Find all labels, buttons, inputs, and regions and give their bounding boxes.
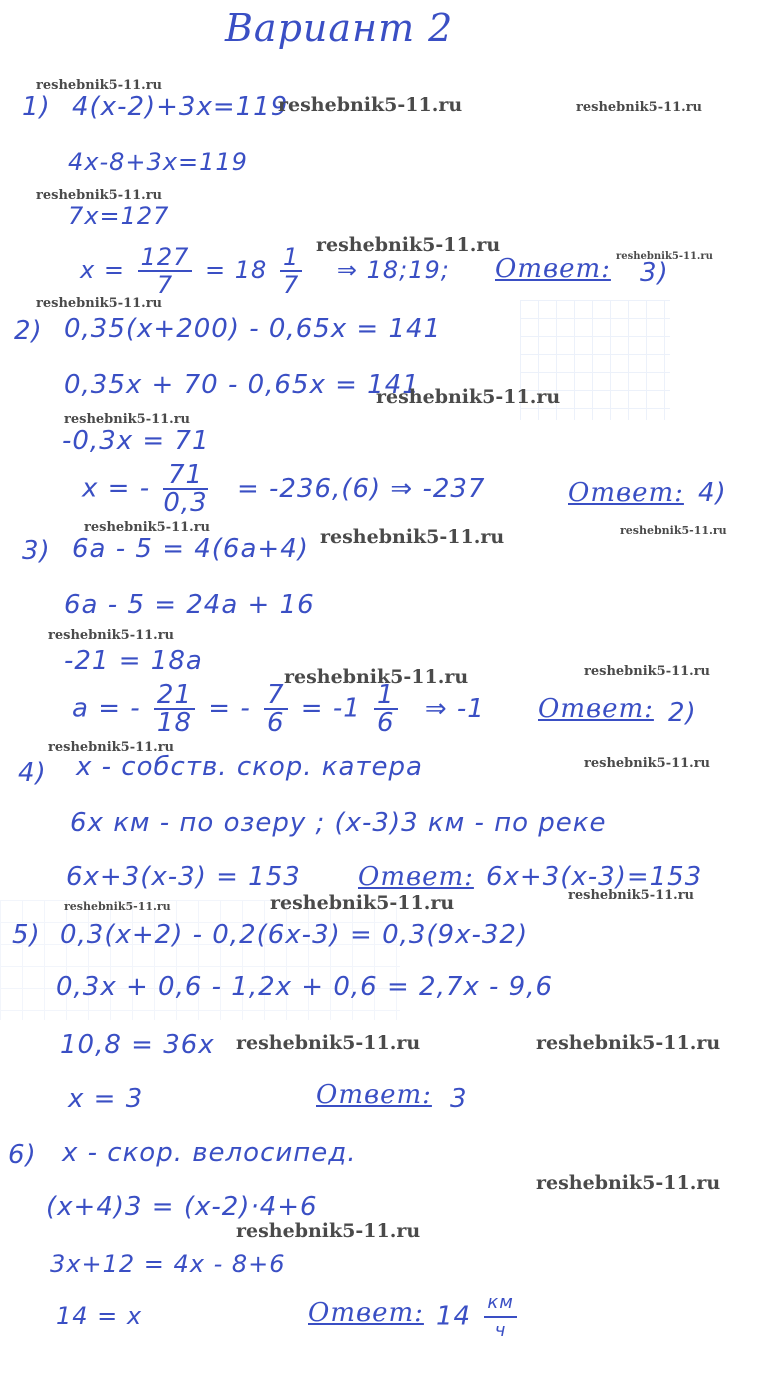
equation-line: 10,8 = 36x [60, 1030, 215, 1060]
fraction-line [72, 682, 485, 736]
fraction-prefix: = - [208, 693, 251, 724]
watermark: reshebnik5-11.ru [36, 188, 163, 203]
result-tail: = -236,(6) ⇒ -237 [236, 473, 486, 504]
problem-number: 3) [22, 536, 51, 566]
watermark: reshebnik5-11.ru [84, 520, 211, 535]
problem-number: 6) [8, 1140, 37, 1170]
equation-line: x = 3 [68, 1084, 144, 1114]
problem-number: 5) [12, 920, 41, 950]
fraction-prefix: x = - [82, 473, 151, 504]
fraction-prefix: x = [80, 256, 125, 284]
mixed-fraction [374, 682, 398, 736]
unit-fraction [484, 1290, 516, 1344]
watermark: reshebnik5-11.ru [48, 740, 175, 755]
fraction [264, 682, 288, 736]
answer-value: 2) [668, 698, 697, 728]
watermark: reshebnik5-11.ru [278, 94, 463, 116]
watermark: reshebnik5-11.ru [64, 412, 191, 427]
watermark: reshebnik5-11.ru [576, 100, 703, 115]
equation-line: 6a - 5 = 24a + 16 [64, 590, 315, 620]
equation-line: 0,35(x+200) - 0,65x = 141 [64, 314, 442, 344]
problem-number: 1) [22, 92, 51, 122]
equation-line: 6x+3(x-3) = 153 [66, 862, 301, 892]
watermark: reshebnik5-11.ru [616, 251, 713, 262]
numerator: 1 [280, 244, 302, 272]
mixed-prefix: = -1 [300, 693, 361, 724]
result-tail: ⇒ -1 [424, 693, 485, 724]
equation-line: x - собств. скор. катера [76, 752, 423, 782]
answer-label: Ответ: [568, 478, 684, 508]
watermark: reshebnik5-11.ru [36, 78, 163, 93]
equation-line: 0,35x + 70 - 0,65x = 141 [64, 370, 420, 400]
denominator: 7 [282, 271, 300, 299]
equation-line: 0,3(x+2) - 0,2(6x-3) = 0,3(9x-32) [60, 920, 529, 950]
result-tail: ⇒ 18;19; [336, 256, 450, 284]
watermark: reshebnik5-11.ru [48, 628, 175, 643]
mixed-fraction [280, 244, 302, 298]
equation-line: 0,3x + 0,6 - 1,2x + 0,6 = 2,7x - 9,6 [56, 972, 554, 1002]
denominator: 7 [156, 271, 174, 299]
equation-line: 14 = x [56, 1302, 143, 1330]
denominator: 6 [377, 708, 395, 738]
answer-number: 14 [436, 1301, 472, 1332]
denominator: 18 [156, 708, 192, 738]
equation-line: 3x+12 = 4x - 8+6 [50, 1250, 286, 1278]
numerator: 21 [154, 682, 195, 710]
watermark: reshebnik5-11.ru [236, 1220, 421, 1242]
watermark: reshebnik5-11.ru [316, 234, 501, 256]
watermark: reshebnik5-11.ru [320, 526, 505, 548]
numerator: 7 [264, 682, 288, 710]
watermark: reshebnik5-11.ru [568, 888, 695, 903]
answer-label: Ответ: [495, 254, 611, 284]
watermark: reshebnik5-11.ru [620, 524, 727, 537]
equation-line: 6x км - по озеру ; (x-3)3 км - по реке [70, 808, 607, 838]
equation-line: -0,3x = 71 [62, 426, 210, 456]
watermark: reshebnik5-11.ru [584, 664, 711, 679]
fraction [138, 244, 193, 298]
fraction [154, 682, 195, 736]
watermark: reshebnik5-11.ru [536, 1172, 721, 1194]
fraction-line [82, 462, 485, 516]
numerator: 1 [374, 682, 398, 710]
fraction-suffix: = 18 [205, 256, 268, 284]
unit-denominator: ч [494, 1320, 507, 1341]
numerator: 127 [138, 244, 193, 272]
equation-line: (x+4)3 = (x-2)·4+6 [46, 1192, 318, 1222]
denominator: 6 [266, 708, 285, 738]
equation-line: 4x-8+3x=119 [68, 148, 248, 176]
answer-label: Ответ: [316, 1080, 432, 1110]
fraction-prefix: a = - [72, 693, 141, 724]
equation-line: 4(x-2)+3x=119 [72, 92, 289, 122]
answer-value: 3) [640, 258, 669, 288]
background-grid [0, 900, 400, 1020]
watermark: reshebnik5-11.ru [584, 756, 711, 771]
numerator: 71 [163, 462, 207, 490]
answer-value: 4) [698, 478, 727, 508]
watermark: reshebnik5-11.ru [270, 892, 455, 914]
problem-number: 2) [14, 316, 43, 346]
watermark: reshebnik5-11.ru [64, 900, 171, 913]
equation-line: 6a - 5 = 4(6a+4) [72, 534, 309, 564]
denominator: 0,3 [163, 488, 208, 518]
equation-line: -21 = 18a [64, 646, 203, 676]
equation-line: 7x=127 [68, 202, 170, 230]
watermark: reshebnik5-11.ru [536, 1032, 721, 1054]
watermark: reshebnik5-11.ru [284, 666, 469, 688]
unit-numerator: км [484, 1290, 516, 1318]
answer-label: Ответ: [308, 1298, 424, 1328]
equation-line: x - скор. велосипед. [62, 1138, 357, 1168]
problem-number: 4) [18, 758, 47, 788]
answer-value: 6x+3(x-3)=153 [486, 862, 703, 892]
answer-value: 3 [450, 1084, 468, 1114]
watermark: reshebnik5-11.ru [36, 296, 163, 311]
fraction [163, 462, 207, 516]
answer-label: Ответ: [358, 862, 474, 892]
answer-value [436, 1290, 521, 1344]
watermark: reshebnik5-11.ru [236, 1032, 421, 1054]
page-title: Вариант 2 [225, 6, 454, 50]
watermark: reshebnik5-11.ru [376, 386, 561, 408]
answer-label: Ответ: [538, 694, 654, 724]
